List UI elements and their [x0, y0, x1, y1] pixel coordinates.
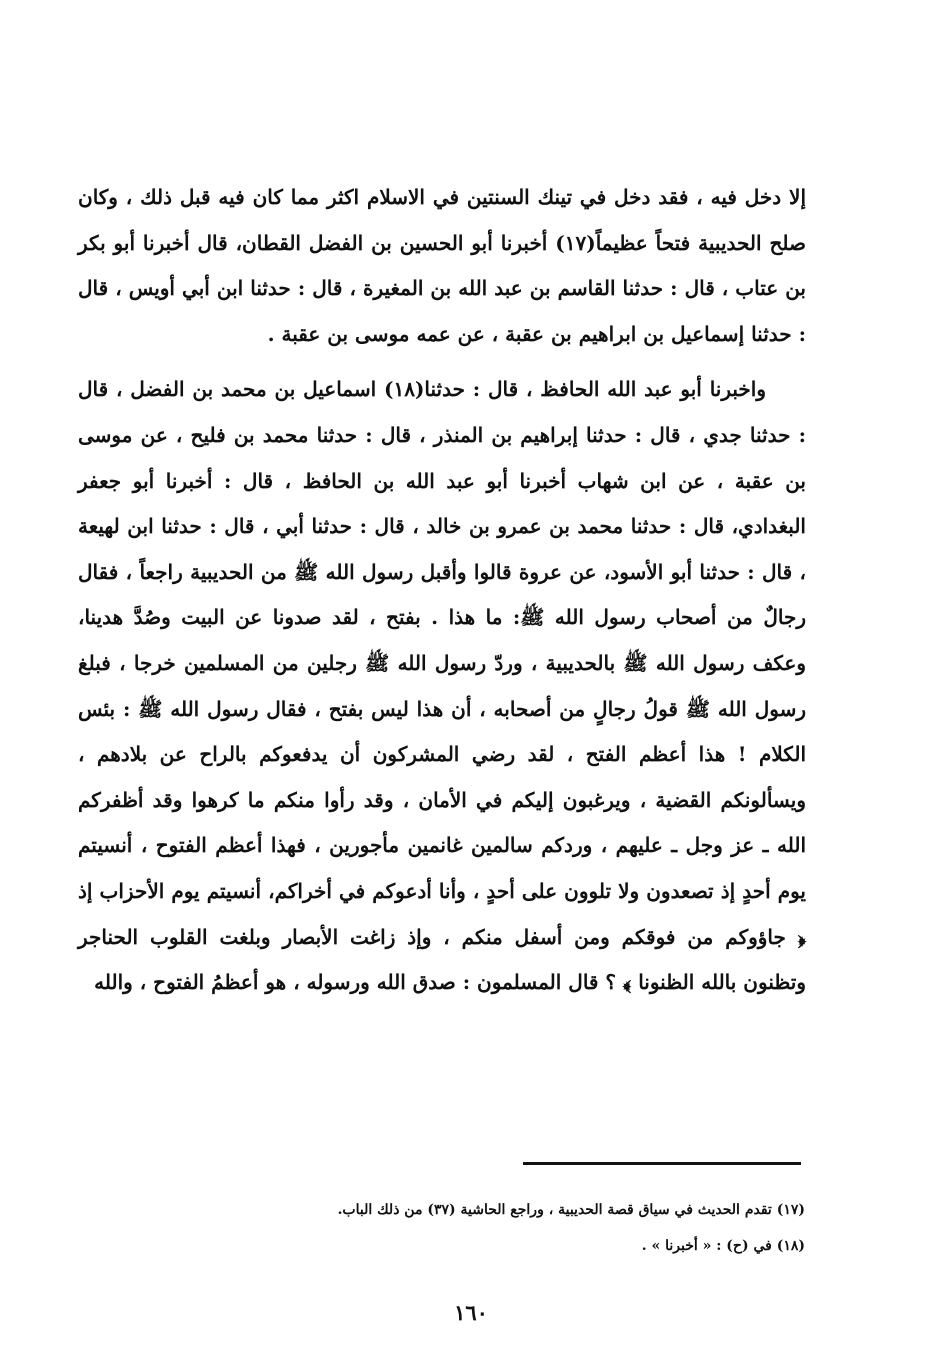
- paragraph-2: واخبرنا أبو عبد الله الحافظ ، قال : حدثنا(١٨) اسماعيل بن محمد بن الفضل ، قال : حدثنا جدي ، قال : حدثنا إبراهيم بن المنذر ، قال : حدثنا محمد بن فليح ، عن موسى بن عقبة ، عن ابن شهاب أخبرنا أبو عبد الله بن الحافظ ، قال : أخبرنا أبو جعفر البغدادي، قال : حدثنا محمد بن عمرو بن خالد ، قال : حدثنا أبي ، قال : حدثنا ابن لهيعة ، قال : حدثنا أبو الأسود، عن عروة قالوا وأقبل رسول الله ﷺ من الحديبية راجعاً ، فقال رجالٌ من أصحاب رسول الله ﷺ: ما هذا . بفتح ، لقد صدونا عن البيت وصُدَّ هدينا، وعكف رسول الله ﷺ بالحديبية ، وردّ رسول الله ﷺ رجلين من المسلمين خرجا ، فبلغ رسول الله ﷺ قولُ رجالٍ من أصحابه ، أن هذا ليس بفتح ، فقال رسول الله ﷺ : بئس الكلام ! هذا أعظم الفتح ، لقد رضي المشركون أن يدفعوكم بالراح عن بلادهم ، ويسألونكم القضية ، ويرغبون إليكم في الأمان ، وقد رأوا منكم ما كرهوا وقد أظفركم الله ـ عز وجل ـ عليهم ، وردكم سالمين غانمين مأجورين ، فهذا أعظم الفتوح ، أنسيتم يوم أحدٍ إذ تصعدون ولا تلوون على أحدٍ ، وأنا أدعوكم في أخراكم، أنسيتم يوم الأحزاب إذ ﴿ جاؤوكم من فوقكم ومن أسفل منكم ، وإذ زاغت الأبصار وبلغت القلوب الحناجر وتظنون بالله الظنونا ﴾ ؟ قال المسلمون : صدق الله ورسوله ، هو أعظمُ الفتوح ، والله: [78, 377, 807, 995]
- footnote-18: (١٨) في (ح) : « أخبرنا » .: [641, 1238, 805, 1254]
- footnote-separator-line: [523, 1162, 801, 1165]
- main-text: [78, 175, 806, 1006]
- footnote-17: (١٧) تقدم الحديث في سياق قصة الحديبية ، وراجع الحاشية (٣٧) من ذلك الباب.: [337, 1202, 805, 1218]
- footnotes: [200, 1192, 805, 1264]
- paragraph-1: إلا دخل فيه ، فقد دخل في تينك السنتين في الاسلام اكثر مما كان فيه قبل ذلك ، وكان صلح الحديبية فتحاً عظيماً(١٧) أخبرنا أبو الحسين بن الفضل القطان، قال أخبرنا أبو بكر بن عتاب ، قال : حدثنا القاسم بن عبد الله بن المغيرة ، قال : حدثنا ابن أبي أويس ، قال : حدثنا إسماعيل بن ابراهيم بن عقبة ، عن عمه موسى بن عقبة .: [78, 185, 806, 346]
- page-number: ١٦٠: [454, 1300, 488, 1325]
